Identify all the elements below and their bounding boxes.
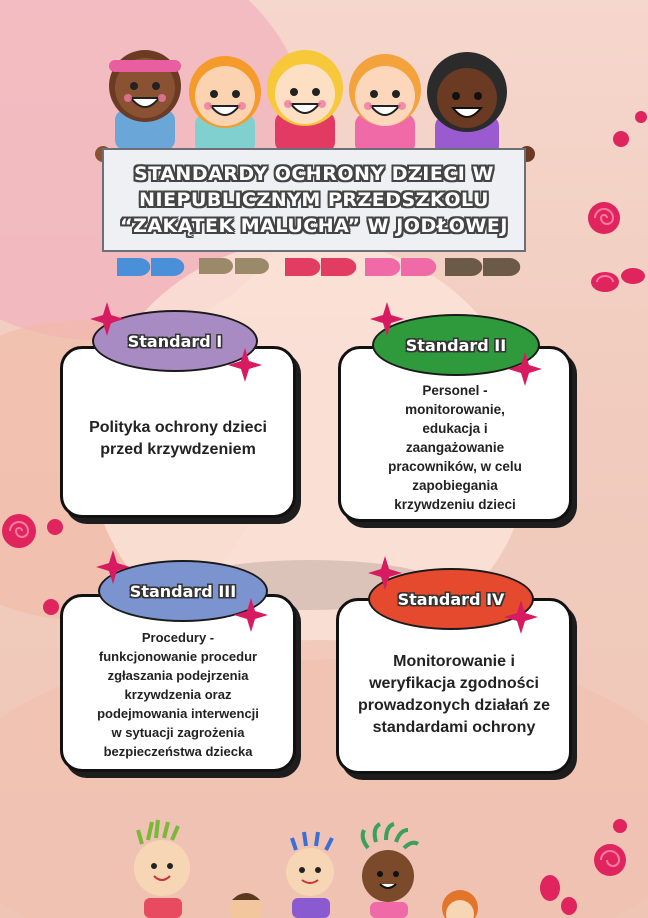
standard-description bbox=[358, 651, 550, 739]
rose-icon bbox=[560, 896, 578, 916]
sparkle-icon bbox=[370, 302, 404, 336]
description-line: bezpieczeństwa dziecka bbox=[103, 743, 253, 759]
rose-icon bbox=[620, 266, 646, 286]
description-line: w sytuacji zagrożenia bbox=[111, 724, 245, 740]
sparkle-icon bbox=[368, 556, 402, 590]
standard-label: Standard IV bbox=[397, 589, 505, 609]
child-figure bbox=[230, 893, 262, 918]
rose-icon bbox=[586, 200, 622, 236]
children-bottom-illustration bbox=[120, 818, 520, 918]
description-line: prowadzonych działań ze bbox=[357, 697, 551, 714]
child-figure bbox=[109, 50, 181, 150]
rose-icon bbox=[612, 818, 628, 834]
rose-icon bbox=[592, 842, 628, 878]
rose-icon bbox=[42, 598, 60, 616]
child-figure bbox=[134, 820, 190, 918]
description-line: Monitorowanie i bbox=[393, 653, 515, 670]
rose-icon bbox=[538, 874, 562, 902]
description-line: monitorowanie, bbox=[405, 401, 505, 417]
sparkle-icon bbox=[508, 352, 542, 386]
standard-description bbox=[388, 381, 522, 514]
description-line: standardami ochrony bbox=[372, 719, 536, 736]
description-line: Polityka ochrony dzieci bbox=[89, 419, 267, 436]
standard-label: Standard II bbox=[405, 335, 507, 355]
description-line: funkcjonowanie procedur bbox=[98, 648, 258, 664]
child-figure bbox=[267, 50, 343, 152]
description-line: zgłaszania podejrzenia bbox=[107, 667, 249, 683]
child-figure bbox=[286, 832, 334, 918]
sparkle-icon bbox=[504, 600, 538, 634]
child-figure bbox=[442, 890, 478, 918]
description-line: przed krzywdzeniem bbox=[100, 441, 256, 458]
rose-icon bbox=[634, 110, 648, 124]
rose-icon bbox=[46, 518, 64, 536]
title-line: STANDARDY OCHRONY DZIECI W bbox=[134, 163, 494, 185]
description-line: podejmowania interwencji bbox=[97, 705, 259, 721]
standard-description bbox=[89, 417, 267, 461]
sparkle-icon bbox=[96, 550, 130, 584]
rose-icon bbox=[0, 512, 38, 550]
sparkle-icon bbox=[228, 348, 262, 382]
description-line: edukacja i bbox=[422, 420, 488, 436]
child-figure bbox=[427, 52, 507, 156]
description-line: zaangażowanie bbox=[405, 439, 505, 455]
rose-icon bbox=[590, 270, 620, 294]
title-line: “ZAKĄTEK MALUCHA” W JODŁOWEJ bbox=[120, 215, 508, 237]
standard-description bbox=[97, 628, 259, 761]
sparkle-icon bbox=[90, 302, 124, 336]
sparkle-icon bbox=[234, 598, 268, 632]
standard-label: Standard III bbox=[129, 581, 237, 601]
description-line: krzywdzeniu dzieci bbox=[394, 496, 516, 512]
description-line: Procedury - bbox=[141, 629, 215, 645]
title-banner bbox=[102, 148, 526, 252]
description-line: krzywdzenia oraz bbox=[124, 686, 232, 702]
standard-label: Standard I bbox=[127, 331, 223, 351]
children-feet bbox=[117, 258, 520, 276]
description-line: weryfikacja zgodności bbox=[369, 675, 539, 692]
child-figure bbox=[362, 824, 418, 918]
child-figure bbox=[349, 54, 421, 154]
description-line: zapobiegania bbox=[412, 477, 498, 493]
child-figure bbox=[189, 56, 261, 154]
description-line: Personel - bbox=[422, 382, 488, 398]
title-line: NIEPUBLICZNYM PRZEDSZKOLU bbox=[139, 189, 489, 211]
page-title bbox=[120, 161, 508, 239]
description-line: pracowników, w celu bbox=[388, 458, 522, 474]
rose-icon bbox=[612, 130, 630, 148]
